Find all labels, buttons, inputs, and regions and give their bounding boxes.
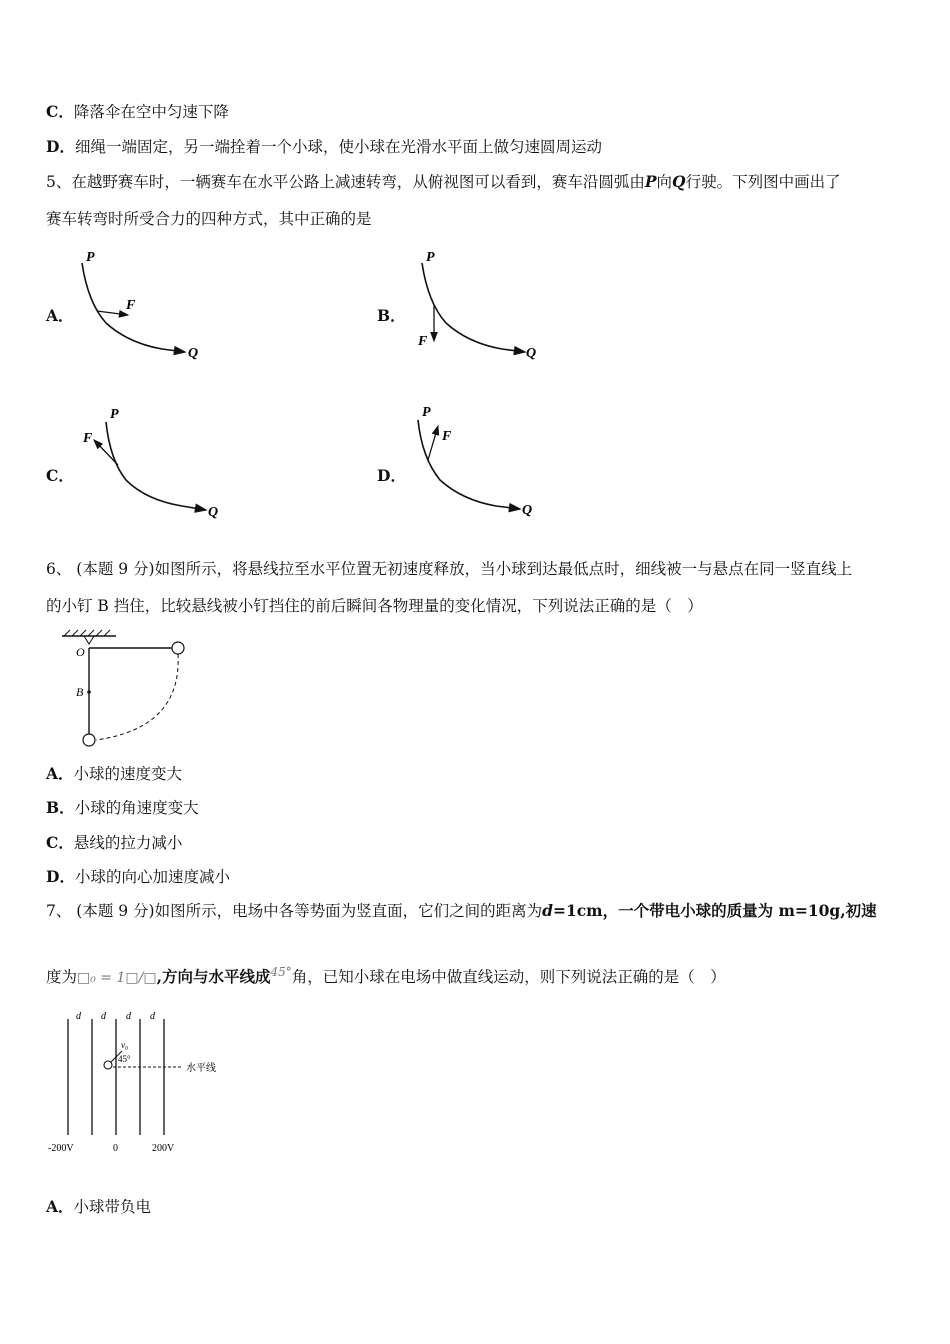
ceiling-hatch xyxy=(64,630,110,636)
q5-option-d-label: D． xyxy=(377,466,406,485)
label-q: Q xyxy=(522,503,533,518)
q7-field-figure xyxy=(46,1005,236,1163)
q5-figure-d xyxy=(408,402,558,524)
option-label: D． xyxy=(46,137,75,156)
q5-figure-a xyxy=(70,245,220,365)
ball-start xyxy=(172,642,184,654)
label-p: P xyxy=(426,250,435,265)
q5-option-b-label: B． xyxy=(377,306,406,325)
label-angle: 45° xyxy=(118,1054,131,1064)
q7-stem-line2: 度为□₀ = 1□/□,方向与水平线成$^{45^\circ}$角，已知小球在电场中做直线运动，则下列说法正确的是（ ） xyxy=(46,965,726,987)
q7-option-a: A．小球带负电 xyxy=(46,1197,152,1216)
angle-value: 45° xyxy=(270,965,292,979)
label-volt-pos: 200V xyxy=(152,1143,175,1154)
swing-arc xyxy=(96,654,178,740)
label-q: Q xyxy=(526,346,537,361)
velocity-formula: □₀ = 1□/□ xyxy=(77,970,157,987)
curved-path xyxy=(106,422,206,510)
q5-figure-b xyxy=(410,245,560,365)
q6-option-c: C．悬线的拉力减小 xyxy=(46,833,183,852)
force-arrow xyxy=(94,440,118,465)
option-text: 细绳一端固定，另一端拴着一个小球，使小球在光滑水平面上做匀速圆周运动 xyxy=(74,138,602,156)
q4-option-c xyxy=(46,102,229,122)
option-text: 降落伞在空中匀速下降 xyxy=(73,103,229,121)
label-b: B xyxy=(76,685,84,699)
q6-stem-line1: 6、 (本题 9 分)如图所示，将悬线拉至水平位置无初速度释放，当小球到达最低点时，细线被一与悬点在同一竖直线上 xyxy=(46,560,853,578)
label-f: F xyxy=(442,429,452,444)
point-q: Q xyxy=(672,172,686,191)
label-f: F xyxy=(126,298,136,313)
label-horizontal: 水平线 xyxy=(186,1063,216,1074)
spacing-d-2: d xyxy=(101,1011,106,1022)
curved-path xyxy=(422,263,525,352)
charged-ball xyxy=(104,1061,112,1069)
force-arrow xyxy=(428,426,438,460)
q6-option-b: B．小球的角速度变大 xyxy=(46,798,199,817)
label-f: F xyxy=(418,334,428,349)
nail-b xyxy=(87,690,91,694)
curved-path xyxy=(418,420,520,509)
label-q: Q xyxy=(208,505,219,520)
label-v0: v₀ xyxy=(121,1040,129,1050)
q5-stem-line1: 5、在越野赛车时，一辆赛车在水平公路上减速转弯，从俯视图可以看到，赛车沿圆弧由P向Q行驶。下列图中画出了 xyxy=(46,172,841,191)
q6-option-a: A．小球的速度变大 xyxy=(46,764,183,783)
q5-option-a-label: A． xyxy=(46,306,74,325)
q5-figure-c xyxy=(82,402,232,524)
q7-stem-line1: 7、 (本题 9 分)如图所示，电场中各等势面为竖直面，它们之间的距离为d=1cm，一个带电小球的质量为 m=10g,初速 xyxy=(46,901,877,920)
distance-d: d xyxy=(542,901,553,920)
equipotential-lines xyxy=(68,1019,164,1135)
option-label: C． xyxy=(46,102,74,121)
q6-option-d: D．小球的向心加速度减小 xyxy=(46,867,230,886)
label-p: P xyxy=(422,405,431,420)
pivot xyxy=(84,636,94,644)
label-f: F xyxy=(83,431,93,446)
q5-option-c-label: C． xyxy=(46,466,74,485)
spacing-d-4: d xyxy=(150,1011,155,1022)
label-q: Q xyxy=(188,346,199,361)
spacing-d-1: d xyxy=(76,1011,81,1022)
ball-bottom xyxy=(83,734,95,746)
point-p: P xyxy=(644,172,657,191)
label-volt-zero: 0 xyxy=(113,1143,118,1154)
force-arrow xyxy=(97,311,128,315)
label-p: P xyxy=(110,407,119,422)
q4-option-d xyxy=(46,137,602,157)
q6-pendulum-figure xyxy=(56,628,200,750)
label-volt-neg: -200V xyxy=(48,1143,74,1154)
spacing-d-3: d xyxy=(126,1011,131,1022)
q5-stem-line2: 赛车转弯时所受合力的四种方式，其中正确的是 xyxy=(46,210,372,228)
label-o: O xyxy=(76,645,85,659)
label-p: P xyxy=(86,250,95,265)
q6-stem-line2: 的小钉 B 挡住，比较悬线被小钉挡住的前后瞬间各物理量的变化情况，下列说法正确的是（ ） xyxy=(46,597,703,615)
